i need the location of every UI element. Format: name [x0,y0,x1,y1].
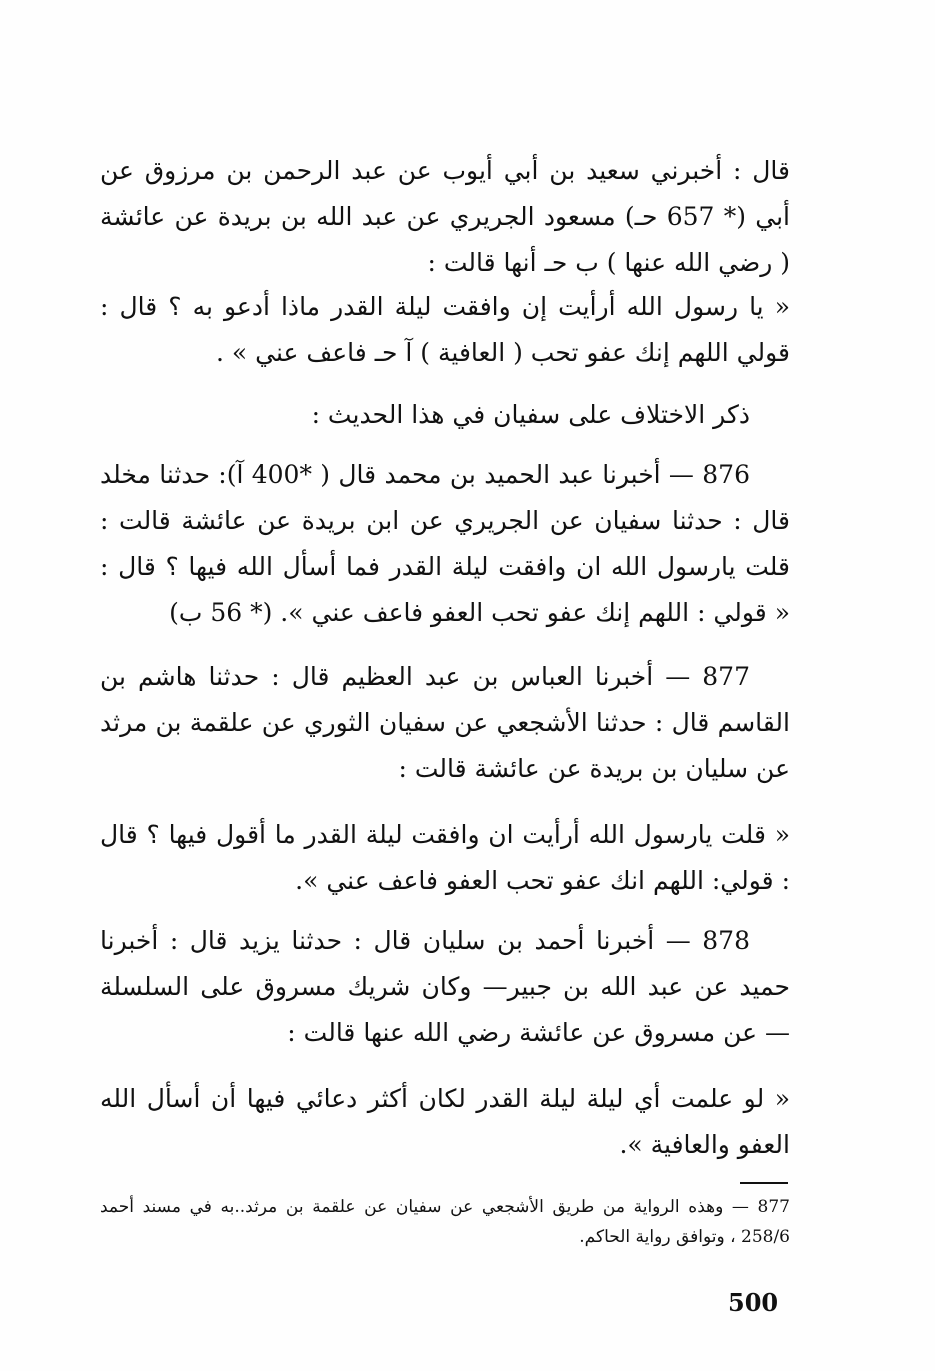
footnote: 877 — وهذه الرواية من طريق الأشجعي عن سفيان عن علقمة بن مرثد..به في مسند أحمد 258/6 ، وتوافق رواية الحاكم. [100,1197,790,1247]
hadith-text: « يا رسول الله أرأيت إن وافقت ليلة القدر ماذا أدعو به ؟ قال : قولي اللهم إنك عفو تحب ( العافية ) آ حـ فاعف عني » . [100,292,790,367]
hadith-877-text: « قلت يارسول الله أرأيت ان وافقت ليلة القدر ما أقول فيها ؟ قال : قولي: اللهم انك عفو تحب العفو فاعف عني ». [100,820,790,895]
hadith-877-isnad: 877 — أخبرنا العباس بن عبد العظيم قال : حدثنا هاشم بن القاسم قال : حدثنا الأشجعي عن سفيان الثوري عن علقمة بن مرثد عن سليان بن بريدة عن عائشة قالت : [100,662,790,783]
section-heading: ذكر الاختلاف على سفيان في هذا الحديث : [311,400,750,429]
hadith-876: 876 — أخبرنا عبد الحميد بن محمد قال ( *400 آ): حدثنا مخلد قال : حدثنا سفيان عن الجريري عن ابن بريدة عن عائشة قالت : قلت يارسول الله ان وافقت ليلة القدر فما أسأل الله فيها ؟ قال : « قولي : اللهم إنك عفو تحب العفو فاعف عني ». (* 56 ب) [100,460,790,627]
page-number: 500 [728,1288,779,1317]
hadith-878-text: « لو علمت أي ليلة ليلة القدر لكان أكثر دعائي فيها أن أسأل الله العفو والعافية ». [100,1084,790,1159]
isnad-paragraph: قال : أخبرني سعيد بن أبي أيوب عن عبد الرحمن بن مرزوق عن أبي (* 657 حـ) مسعود الجريري عن عبد الله بن بريدة عن عائشة ( رضي الله عنها ) ب حـ أنها قالت : [100,156,790,277]
footnote-divider [740,1182,788,1184]
hadith-878-isnad: 878 — أخبرنا أحمد بن سليان قال : حدثنا يزيد قال : أخبرنا حميد عن عبد الله بن جبير— وكان شريك مسروق على السلسلة — عن مسروق عن عائشة رضي الله عنها قالت : [100,926,790,1047]
